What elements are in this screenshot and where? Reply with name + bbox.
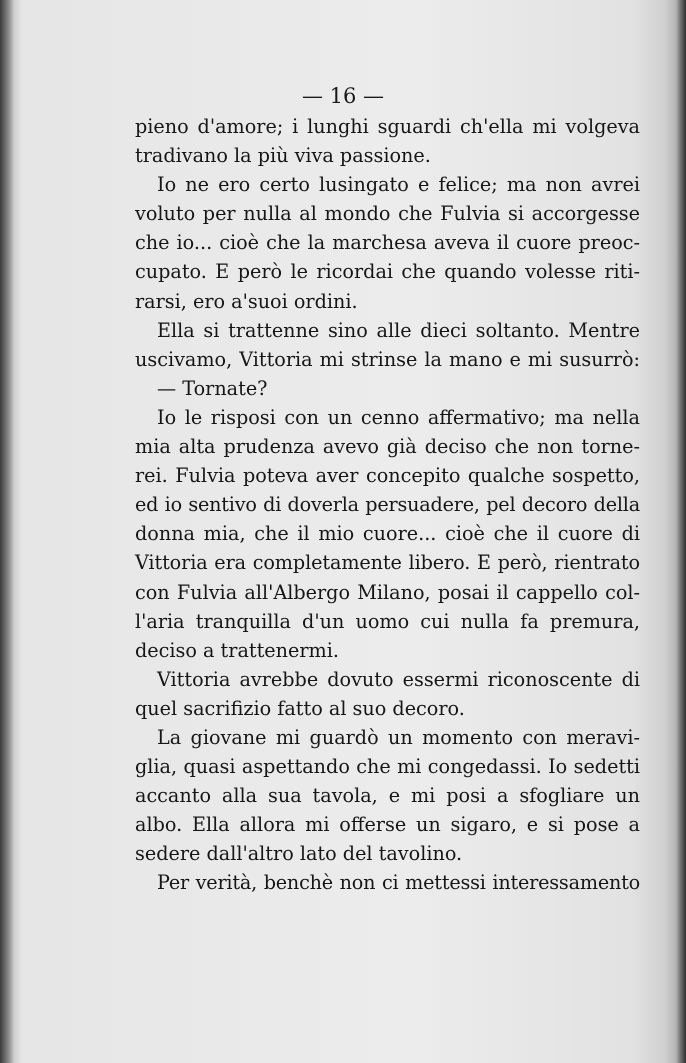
text-line: Vittoria avrebbe dovuto essermi riconoscente di [157,667,640,691]
text-line: Vittoria era completamente libero. E però, rientrato [135,551,640,575]
text-line: Per verità, benchè non ci mettessi interessamento [157,871,640,895]
text-line: ed io sentivo di doverla persuadere, pel decoro della [135,493,640,517]
text-line: deciso a trattenermi. [135,638,339,662]
page-number: — 16 — [301,84,385,108]
book-spine-shadow [0,0,14,1063]
text-line: glia, quasi aspettando che mi congedassi. Io sedetti [135,755,640,779]
text-line: cupato. E però le ricordai che quando volesse riti- [135,260,640,284]
text-line: quel sacrifizio fatto al suo decoro. [135,696,465,720]
text-line: pieno d'amore; i lunghi sguardi ch'ella mi volgeva [135,115,640,138]
text-line: uscivamo, Vittoria mi strinse la mano e mi susurrò: [135,347,640,371]
page-edge-shadow [676,0,686,1063]
text-line: accanto alla sua tavola, e mi posi a sfogliare un [135,784,640,808]
text-line: l'aria tranquilla d'un uomo cui nulla fa premura, [135,609,640,633]
text-line: rarsi, ero a'suoi ordini. [135,289,358,313]
text-line: rei. Fulvia poteva aver concepito qualche sospetto, [135,464,640,488]
text-line: con Fulvia all'Albergo Milano, posai il cappello col- [135,580,640,604]
text-line: Ella si trattenne sino alle dieci soltanto. Mentre [157,318,640,342]
body-text [135,112,640,898]
text-line: mia alta prudenza avevo già deciso che non torne- [135,435,640,459]
text-line: voluto per nulla al mondo che Fulvia si accorgesse [135,202,640,226]
text-line: albo. Ella allora mi offerse un sigaro, e si pose a [135,813,640,837]
text-line: La giovane mi guardò un momento con meravi- [157,725,640,749]
text-line: donna mia, che il mio cuore... cioè che il cuore di [135,522,640,546]
text-line: — Tornate? [157,376,268,400]
text-line: Io le risposi con un cenno affermativo; ma nella [157,405,640,429]
text-line: sedere dall'altro lato del tavolino. [135,842,463,866]
text-line: che io... cioè che la marchesa aveva il cuore preoc- [135,231,640,255]
text-line: Io ne ero certo lusingato e felice; ma non avrei [157,173,640,197]
text-line: tradivano la più viva passione. [135,144,431,168]
